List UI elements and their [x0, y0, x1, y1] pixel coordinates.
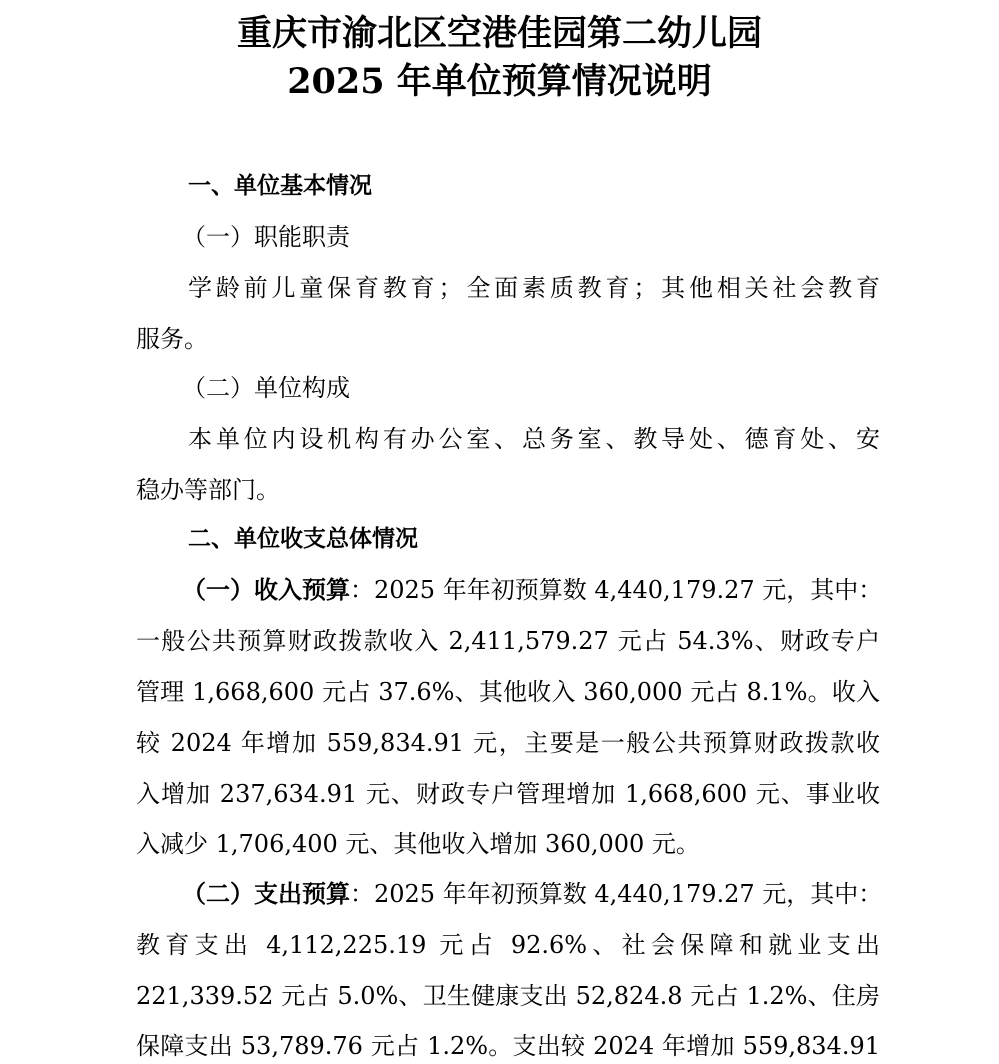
income-budget-first-line: [182, 572, 883, 608]
expense-budget-first-line: [182, 876, 883, 912]
paragraph-line: 稳办等部门。: [136, 476, 280, 504]
paragraph-line: ：2025 年年初预算数 4,440,179.27 元，其中：: [350, 880, 883, 908]
paragraph-line: 学龄前儿童保育教育；全面素质教育；其他相关社会教育: [188, 274, 880, 302]
paragraph-line: 服务。: [136, 325, 208, 353]
subsection-structure-label: （二）单位构成: [182, 374, 350, 402]
income-budget-label: （一）收入预算: [182, 576, 350, 604]
paragraph-line: 221,339.52 元占 5.0%、卫生健康支出 52,824.8 元占 1.2%、住房: [136, 982, 880, 1010]
paragraph-line: 入增加 237,634.91 元、财政专户管理增加 1,668,600 元、事业收: [136, 780, 880, 808]
paragraph-line: 教育支出 4,112,225.19 元占 92.6%、社会保障和就业支出: [136, 931, 880, 959]
section-1-heading: 一、单位基本情况: [188, 173, 372, 199]
document-title-line-2: 2025 年单位预算情况说明: [287, 61, 712, 102]
expense-budget-label: （二）支出预算: [182, 880, 350, 908]
paragraph-line: 管理 1,668,600 元占 37.6%、其他收入 360,000 元占 8.1%。收入: [136, 678, 880, 706]
subsection-functions-label: （一）职能职责: [182, 223, 350, 251]
section-2-heading: 二、单位收支总体情况: [188, 526, 418, 552]
paragraph-line: ：2025 年年初预算数 4,440,179.27 元，其中：: [350, 576, 883, 604]
paragraph-line: 本单位内设机构有办公室、总务室、教导处、德育处、安: [188, 425, 880, 453]
paragraph-line: 一般公共预算财政拨款收入 2,411,579.27 元占 54.3%、财政专户: [136, 627, 880, 655]
paragraph-line: 入减少 1,706,400 元、其他收入增加 360,000 元。: [136, 830, 700, 858]
paragraph-line: 保障支出 53,789.76 元占 1.2%。支出较 2024 年增加 559,834.91: [136, 1032, 880, 1060]
document-title-line-1: 重庆市渝北区空港佳园第二幼儿园: [236, 13, 762, 54]
paragraph-line: 较 2024 年增加 559,834.91 元，主要是一般公共预算财政拨款收: [136, 729, 880, 757]
